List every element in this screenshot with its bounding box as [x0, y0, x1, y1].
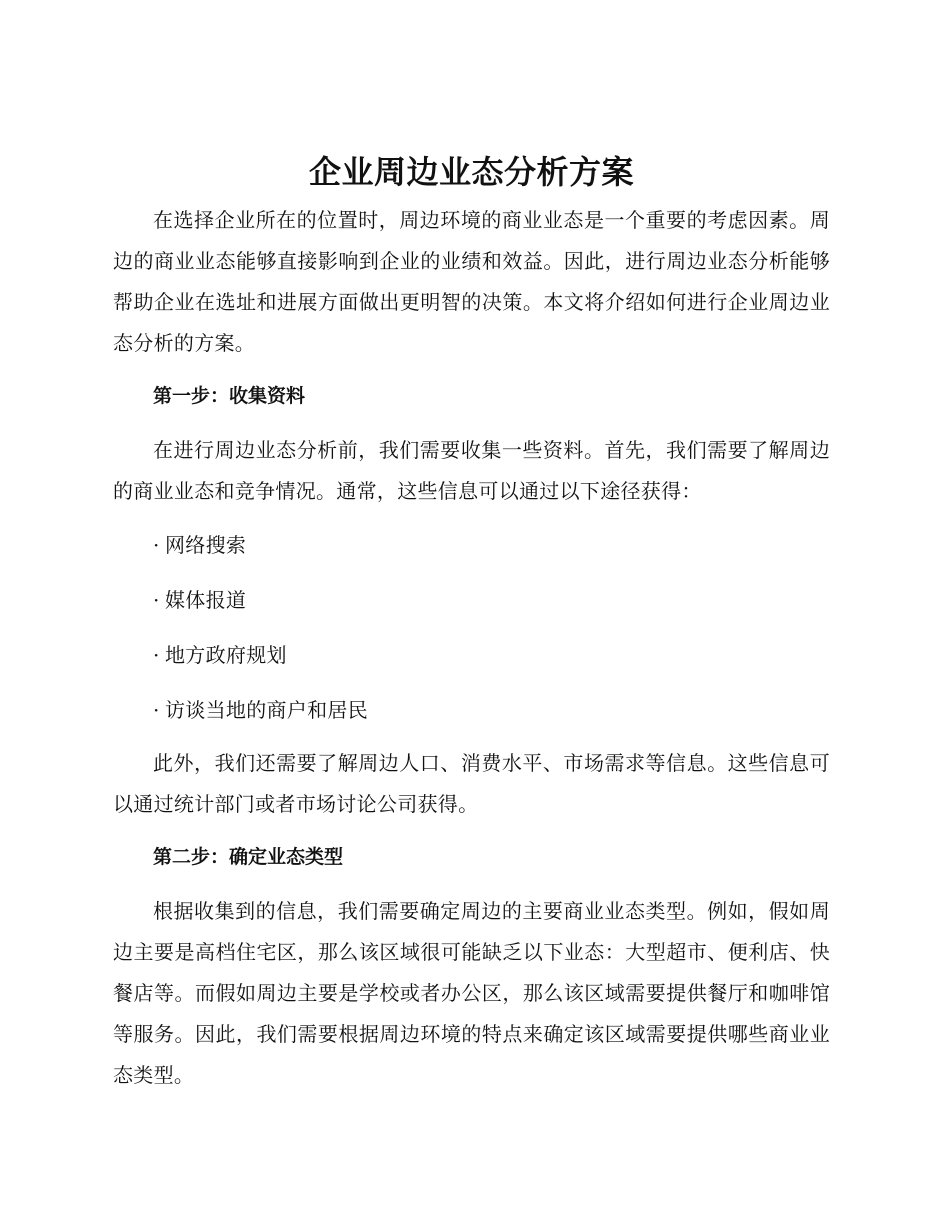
list-item-text: 网络搜索	[165, 533, 247, 557]
bullet-dot: ·	[153, 698, 160, 722]
bullet-dot: ·	[153, 588, 160, 612]
spacer	[113, 825, 830, 837]
list-item	[153, 635, 830, 676]
section-heading-step2: 第二步：确定业态类型	[153, 846, 344, 868]
list-item	[153, 690, 830, 731]
spacer	[113, 878, 830, 891]
document-body	[113, 150, 830, 1096]
spacer	[113, 364, 830, 376]
spacer	[113, 512, 830, 525]
document-title: 企业周边业态分析方案	[308, 153, 634, 191]
step1-paragraph: 在进行周边业态分析前，我们需要收集一些资料。首先，我们需要了解周边的商业业态和竞争情况。通常，这些信息可以通过以下途径获得：	[113, 438, 830, 503]
bullet-dot: ·	[153, 643, 160, 667]
bullet-dot: ·	[153, 533, 160, 557]
section-heading-step1: 第一步：收集资料	[153, 385, 306, 407]
step2-paragraph: 根据收集到的信息，我们需要确定周边的主要商业业态类型。例如，假如周边主要是高档住宅区，那么该区域很可能缺乏以下业态：大型超市、便利店、快餐店等。而假如周边主要是学校或者办公区，那么该区域需要提供餐厅和咖啡馆等服务。因此，我们需要根据周边环境的特点来确定该区域需要提供哪些商业业态类型。	[113, 899, 830, 1087]
list-item-text: 访谈当地的商户和居民	[165, 698, 368, 722]
step1-followup-paragraph: 此外，我们还需要了解周边人口、消费水平、市场需求等信息。这些信息可以通过统计部门或者市场讨论公司获得。	[113, 751, 830, 816]
list-item-text: 地方政府规划	[165, 643, 287, 667]
spacer	[113, 417, 830, 430]
list-item	[153, 580, 830, 621]
list-item	[153, 525, 830, 566]
source-list	[113, 525, 830, 731]
intro-paragraph: 在选择企业所在的位置时，周边环境的商业业态是一个重要的考虑因素。周边的商业业态能够直接影响到企业的业绩和效益。因此，进行周边业态分析能够帮助企业在选址和进展方面做出更明智的决策。本文将介绍如何进行企业周边业态分析的方案。	[113, 208, 830, 355]
list-item-text: 媒体报道	[165, 588, 247, 612]
